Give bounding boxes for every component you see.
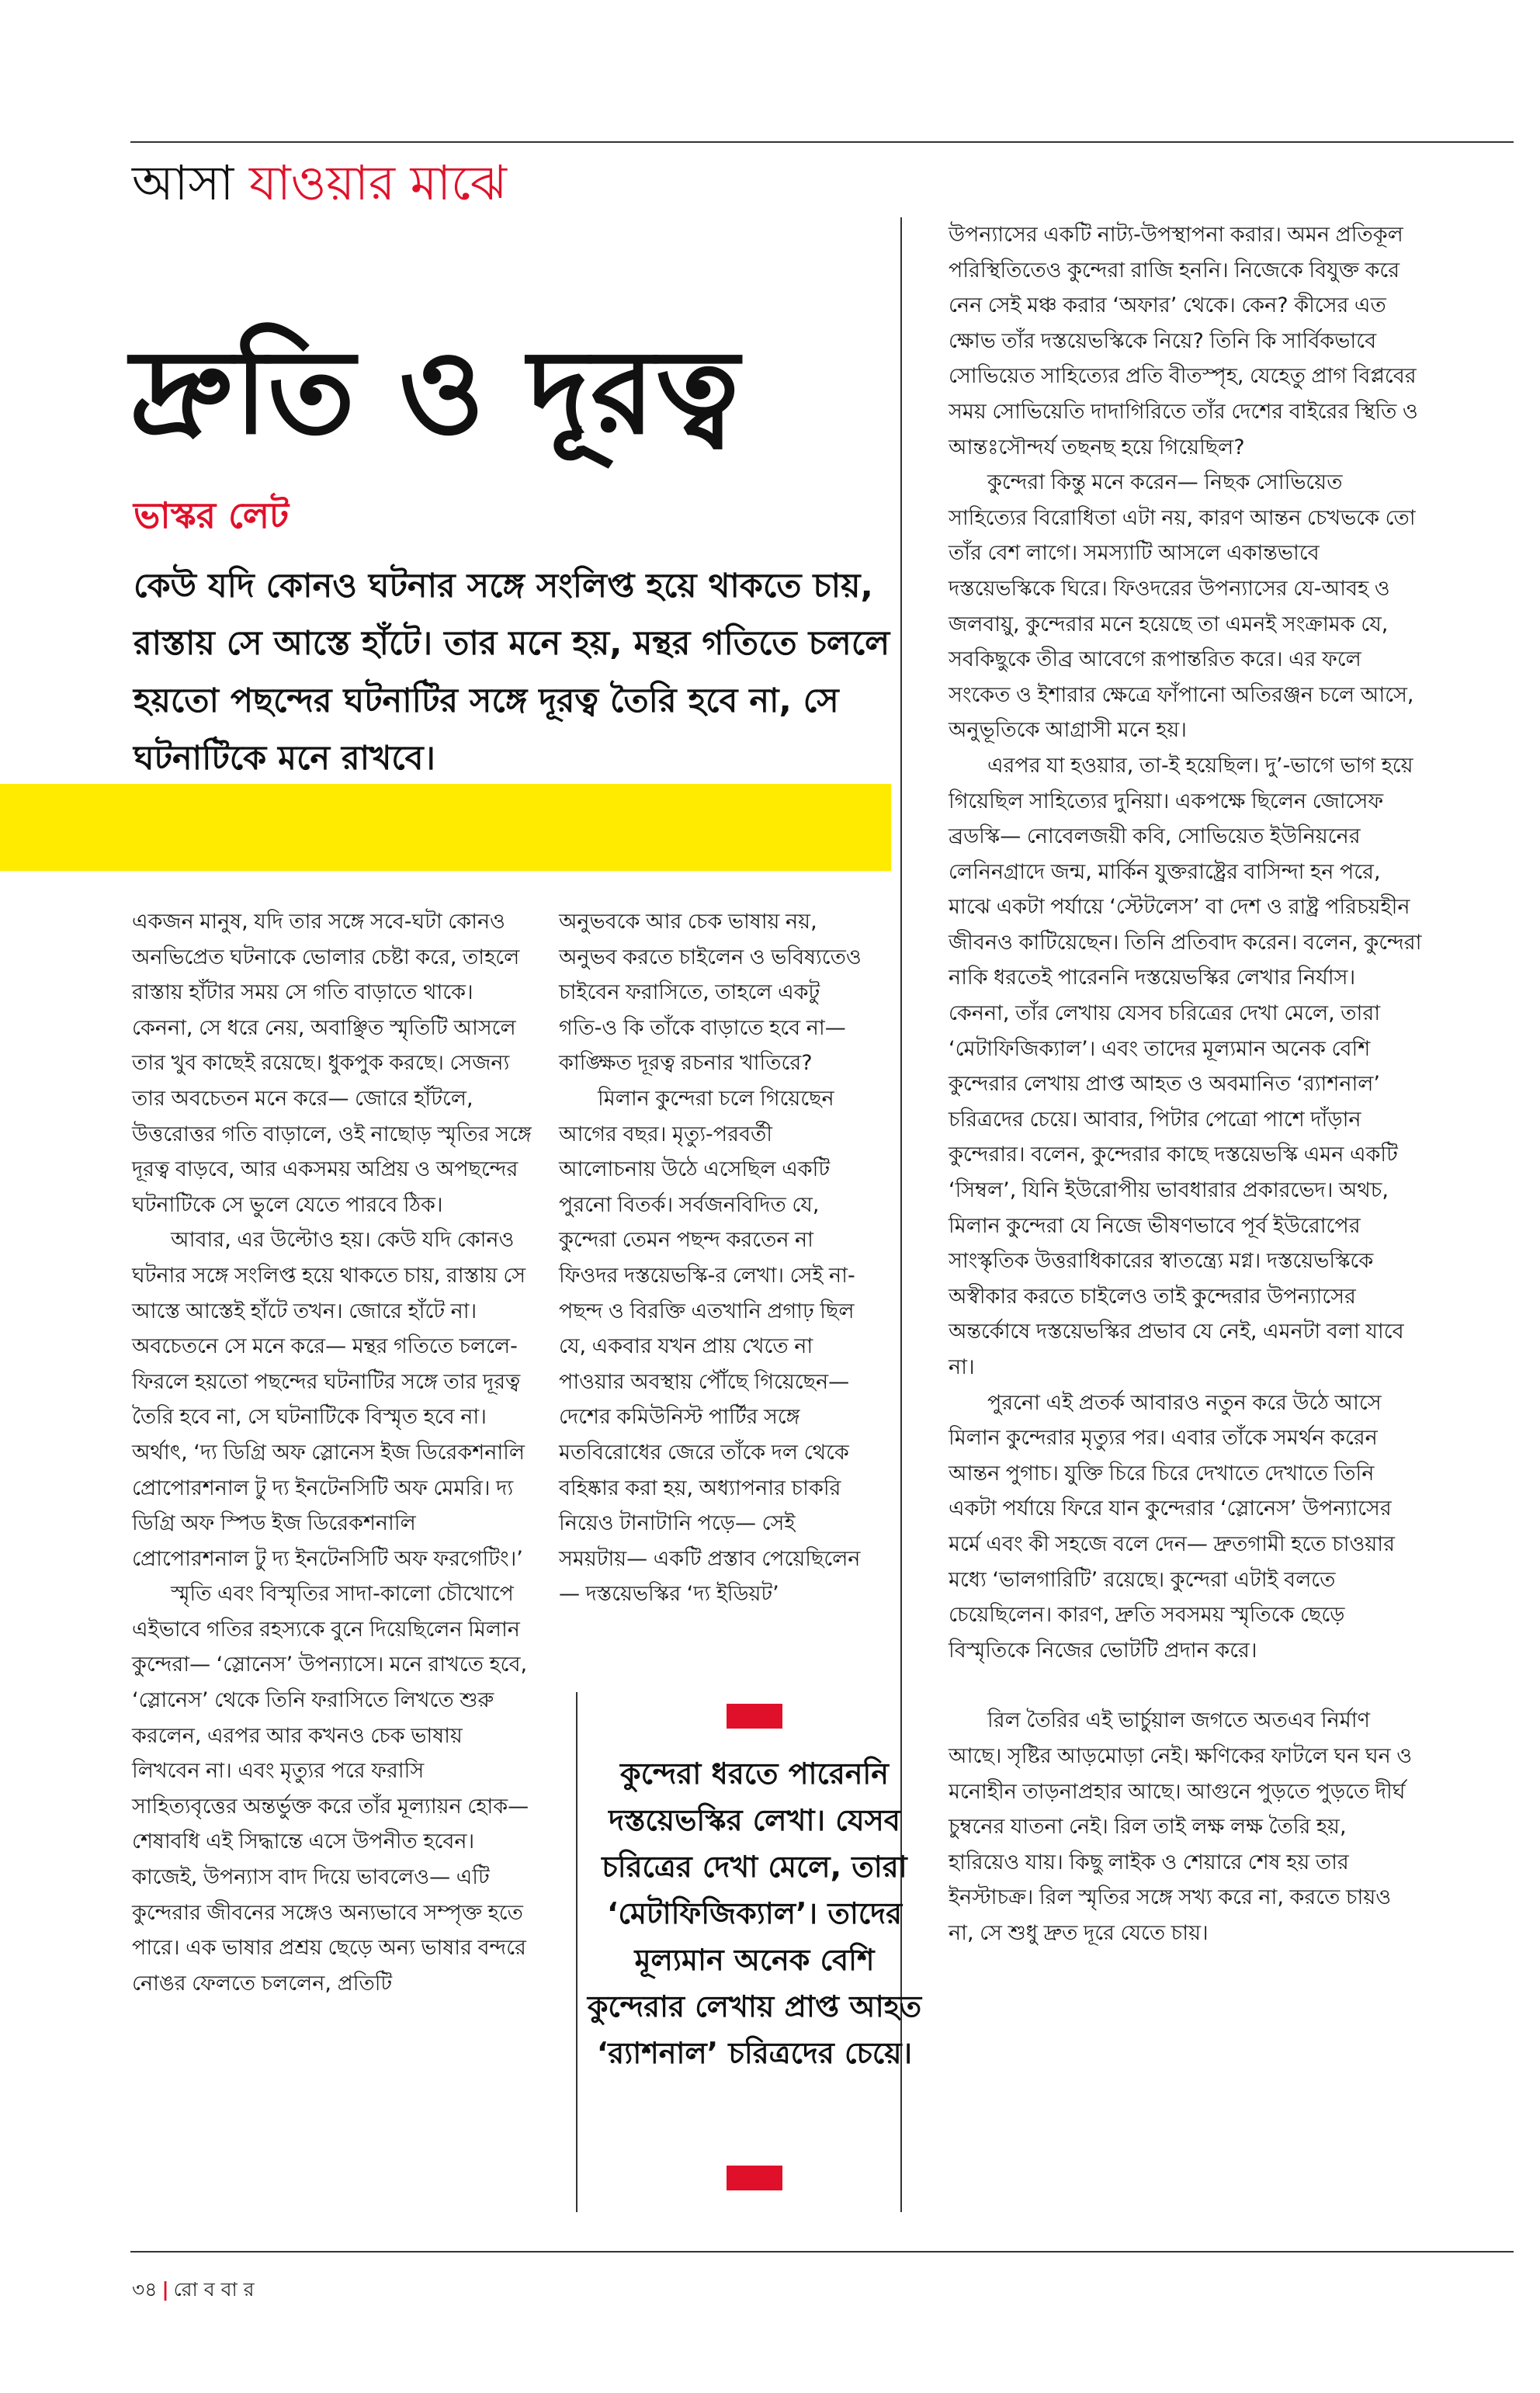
paragraph: উপন্যাসের একটি নাট্য-উপস্থাপনা করার। অমন প্রতিকূল পরিস্থিতিতেও কুন্দেরা রাজি হননি। নিজেকে বিযুক্ত করে নেন সেই মঞ্চ করার ‘অফার’ থেকে। কেন? কীসের এত ক্ষোভ তাঁর দস্তয়েভস্কিকে নিয়ে? তিনি কি সার্বিকভাবে সোভিয়েত সাহিত্যের প্রতি বীতস্পৃহ, যেহেতু প্রাগ বিপ্লবের সময় সোভিয়েতি দাদাগিরিতে তাঁর দেশের বাইরের স্থিতি ও আন্তঃসৌন্দর্য তছনছ হয়ে গিয়েছিল? (949, 223, 1418, 460)
paragraph: পুরনো এই প্রতর্ক আবারও নতুন করে উঠে আসে মিলান কুন্দেরার মৃত্যুর পর। এবার তাঁকে সমর্থন করেন আন্তন পুগাচ। যুক্তি চিরে চিরে দেখাতে দেখাতে তিনি একটা পর্যায়ে ফিরে যান কুন্দেরার ‘স্লোনেস’ উপন্যাসের মর্মে এবং কী সহজে বলে দেন— দ্রুতগামী হতে চাওয়ার মধ্যে ‘ভালগারিটি’ রয়েছে। কুন্দেরা এটাই বলতে চেয়েছিলেন। কারণ, দ্রুতি সবসময় স্মৃতিকে ছেড়ে বিস্মৃতিকে নিজের ভোটটি প্রদান করে। (949, 1390, 1395, 1663)
pull-quote: কুন্দেরা ধরতে পারেননি দস্তয়েভস্কির লেখা। যেসব চরিত্রের দেখা মেলে, তারা ‘মেটাফিজিক্যাল’। তাদের মূল্যমান অনেক বেশি কুন্দেরার লেখায় প্রাপ্ত আহত ‘র‍্যাশনাল’ চরিত্রদের চেয়ে। (587, 1757, 922, 2070)
paragraph: অনুভবকে আর চেক ভাষায় নয়, অনুভব করতে চাইলেন ও ভবিষ্যতেও চাইবেন ফরাসিতে, তাহলে একটু গতি-ও কি তাঁকে বাড়াতে হবে না— কাঙ্ক্ষিত দূরত্ব রচনার খাতিরে? (559, 910, 862, 1076)
paragraph: এরপর যা হওয়ার, তা-ই হয়েছিল। দু’-ভাগে ভাগ হয়ে গিয়েছিল সাহিত্যের দুনিয়া। একপক্ষে ছিলেন জোসেফ ব্রডস্কি— নোবেলজয়ী কবি, সোভিয়েত ইউনিয়নের লেনিনগ্রাদে জন্ম, মার্কিন যুক্তরাষ্ট্রের বাসিন্দা হন পরে, মাঝে একটা পর্যায়ে ‘স্টেটলেস’ বা দেশ ও রাষ্ট্র পরিচয়হীন জীবনও কাটিয়েছেন। তিনি প্রতিবাদ করেন। বলেন, কুন্দেরা নাকি ধরতেই পারেননি দস্তয়েভস্কির লেখার নির্যাস। কেননা, তাঁর লেখায় যেসব চরিত্রের দেখা মেলে, তারা ‘মেটাফিজিক্যাল’। এবং তাদের মূল্যমান অনেক বেশি কুন্দেরার লেখায় প্রাপ্ত আহত ও অবমানিত ‘র‍্যাশনাল’ চরিত্রদের চেয়ে। আবার, পিটার পেত্রো পাশে দাঁড়ান কুন্দেরার। বলেন, কুন্দেরার কাছে দস্তয়েভস্কি এমন একটি ‘সিম্বল’, যিনি ইউরোপীয় ভাবধারার প্রকারভেদ। অথচ, মিলান কুন্দেরা যে নিজে ভীষণভাবে পূর্ব ইউরোপের সাংস্কৃতিক উত্তরাধিকারের স্বাতন্ত্র্যে মগ্ন। দস্তয়েভস্কিকে অস্বীকার করতে চাইলেও তাই কুন্দেরার উপন্যাসের অন্তর্কোষে দস্তয়েভস্কির প্রভাব যে নেই, এমনটা বলা যাবে না। (949, 753, 1422, 1379)
paragraph: রিল তৈরির এই ভার্চুয়াল জগতে অতএব নির্মাণ আছে। সৃষ্টির আড়মোড়া নেই। ক্ষণিকের ফাটলে ঘন ঘন ও মনোহীন তাড়নাপ্রহার আছে। আগুনে পুড়তে পুড়তে দীর্ঘ চুম্বনের যাতনা নেই। রিল তাই লক্ষ লক্ষ তৈরি হয়, হারিয়েও যায়। কিছু লাইক ও শেয়ারে শেষ হয় তার ইনস্টাচক্র। রিল স্মৃতির সঙ্গে সখ্য করে না, করতে চায়ও না, সে শুধু দ্রুত দূরে যেতে চায়। (949, 1708, 1413, 1945)
paragraph: আবার, এর উল্টোও হয়। কেউ যদি কোনও ঘটনার সঙ্গে সংলিপ্ত হয়ে থাকতে চায়, রাস্তায় সে আস্তে আস্তেই হাঁটে তখন। জোরে হাঁটে না। অবচেতনে সে মনে করে— মন্থর গতিতে চললে-ফিরলে হয়তো পছন্দের ঘটনাটির সঙ্গে তার দূরত্ব তৈরি হবে না, সে ঘটনাটিকে বিস্মৃত হবে না। অর্থাৎ, ‘দ্য ডিগ্রি অফ স্লোনেস ইজ ডিরেকশনালি প্রোপোরশনাল টু দ্য ইনটেনসিটি অফ মেমরি। দ্য ডিগ্রি অফ স্পিড ইজ ডিরেকশনালি প্রোপোরশনাল টু দ্য ইনটেনসিটি অফ ফরগেটিং।’ (132, 1228, 526, 1571)
paragraph: মিলান কুন্দেরা চলে গিয়েছেন আগের বছর। মৃত্যু-পরবর্তী আলোচনায় উঠে এসেছিল একটি পুরনো বিতর্ক। সর্বজনবিদিত যে, কুন্দেরা তেমন পছন্দ করতেন না ফিওদর দস্তয়েভস্কি-র লেখা। সেই না-পছন্দ ও বিরক্তি এতখানি প্রগাঢ় ছিল যে, একবার যখন প্রায় খেতে না পাওয়ার অবস্থায় পৌঁছে গিয়েছেন— দেশের কমিউনিস্ট পার্টির সঙ্গে মতবিরোধের জেরে তাঁকে দল থেকে বহিষ্কার করা হয়, অধ্যাপনার চাকরি নিয়েও টানাটানি পড়ে— সেই সময়টায়— একটি প্রস্তাব পেয়েছিলেন— দস্তয়েভস্কির ‘দ্য ইডিয়ট’ (559, 1086, 861, 1607)
top-rule (130, 141, 1514, 143)
magazine-name: রো ব বা র (173, 2278, 255, 2301)
headline: দ্রুতি ও দূরত্ব (130, 324, 741, 460)
page-number: ৩৪ (132, 2278, 158, 2301)
pull-quote-top-bar (727, 1704, 782, 1729)
column-divider-left (576, 1692, 578, 2212)
column-2 (559, 904, 865, 1612)
section-title-part1: আসা (132, 154, 234, 211)
section-title (132, 154, 507, 211)
bottom-rule (130, 2251, 1514, 2253)
paragraph: স্মৃতি এবং বিস্মৃতির সাদা-কালো চৌখোপে এইভাবে গতির রহস্যকে বুনে দিয়েছিলেন মিলান কুন্দেরা— ‘স্লোনেস’ উপন্যাসে। মনে রাখতে হবে, ‘স্লোনেস’ থেকে তিনি ফরাসিতে লিখতে শুরু করলেন, এরপর আর কখনও চেক ভাষায় লিখবেন না। এবং মৃত্যুর পরে ফরাসি সাহিত্যবৃত্তের অন্তর্ভুক্ত করে তাঁর মূল্যায়ন হোক— শেষাবধি এই সিদ্ধান্তে এসে উপনীত হবেন। কাজেই, উপন্যাস বাদ দিয়ে ভাবলেও— এটি কুন্দেরার জীবনের সঙ্গেও অন্যভাবে সম্পৃক্ত হতে পারে। এক ভাষার প্রশ্রয় ছেড়ে অন্য ভাষার বন্দরে নোঙর ফেলতে চললেন, প্রতিটি (132, 1582, 529, 1996)
author-byline: ভাস্কর লেট (134, 494, 290, 536)
column-3 (949, 217, 1422, 1951)
column-1 (132, 904, 532, 2001)
paragraph: একজন মানুষ, যদি তার সঙ্গে সবে-ঘটা কোনও অনভিপ্রেত ঘটনাকে ভোলার চেষ্টা করে, তাহলে রাস্তায় হাঁটার সময় সে গতি বাড়াতে থাকে। কেননা, সে ধরে নেয়, অবাঞ্ছিত স্মৃতিটি আসলে তার খুব কাছেই রয়েছে। ধুকপুক করছে। সেজন্য তার অবচেতন মনে করে— জোরে হাঁটলে, উত্তরোত্তর গতি বাড়ালে, ওই নাছোড় স্মৃতির সঙ্গে দূরত্ব বাড়বে, আর একসময় অপ্রিয় ও অপছন্দের ঘটনাটিকে সে ভুলে যেতে পারবে ঠিক। (132, 910, 532, 1217)
standfirst: কেউ যদি কোনও ঘটনার সঙ্গে সংলিপ্ত হয়ে থাকতে চায়, রাস্তায় সে আস্তে হাঁটে। তার মনে হয়, মন্থর গতিতে চললে হয়তো পছন্দের ঘটনাটির সঙ্গে দূরত্ব তৈরি হবে না, সে ঘটনাটিকে মনে রাখবে। (134, 567, 890, 778)
yellow-highlight-bar (0, 784, 891, 871)
page-footer (132, 2274, 254, 2308)
section-title-part2: যাওয়ার মাঝে (248, 154, 507, 211)
paragraph: কুন্দেরা কিন্তু মনে করেন— নিছক সোভিয়েত সাহিত্যের বিরোধিতা এটা নয়, কারণ আন্তন চেখভকে তো তাঁর বেশ লাগে। সমস্যাটি আসলে একান্তভাবে দস্তয়েভস্কিকে ঘিরে। ফিওদরের উপন্যাসের যে-আবহ ও জলবায়ু, কুন্দেরার মনে হয়েছে তা এমনই সংক্রামক যে, সবকিছুকে তীব্র আবেগে রূপান্তরিত করে। এর ফলে সংকেত ও ইশারার ক্ষেত্রে ফাঁপানো অতিরঞ্জন চলে আসে, অনুভূতিকে আগ্রাসী মনে হয়। (949, 470, 1416, 743)
footer-separator: | (161, 2278, 169, 2301)
pull-quote-bottom-bar (727, 2166, 782, 2190)
